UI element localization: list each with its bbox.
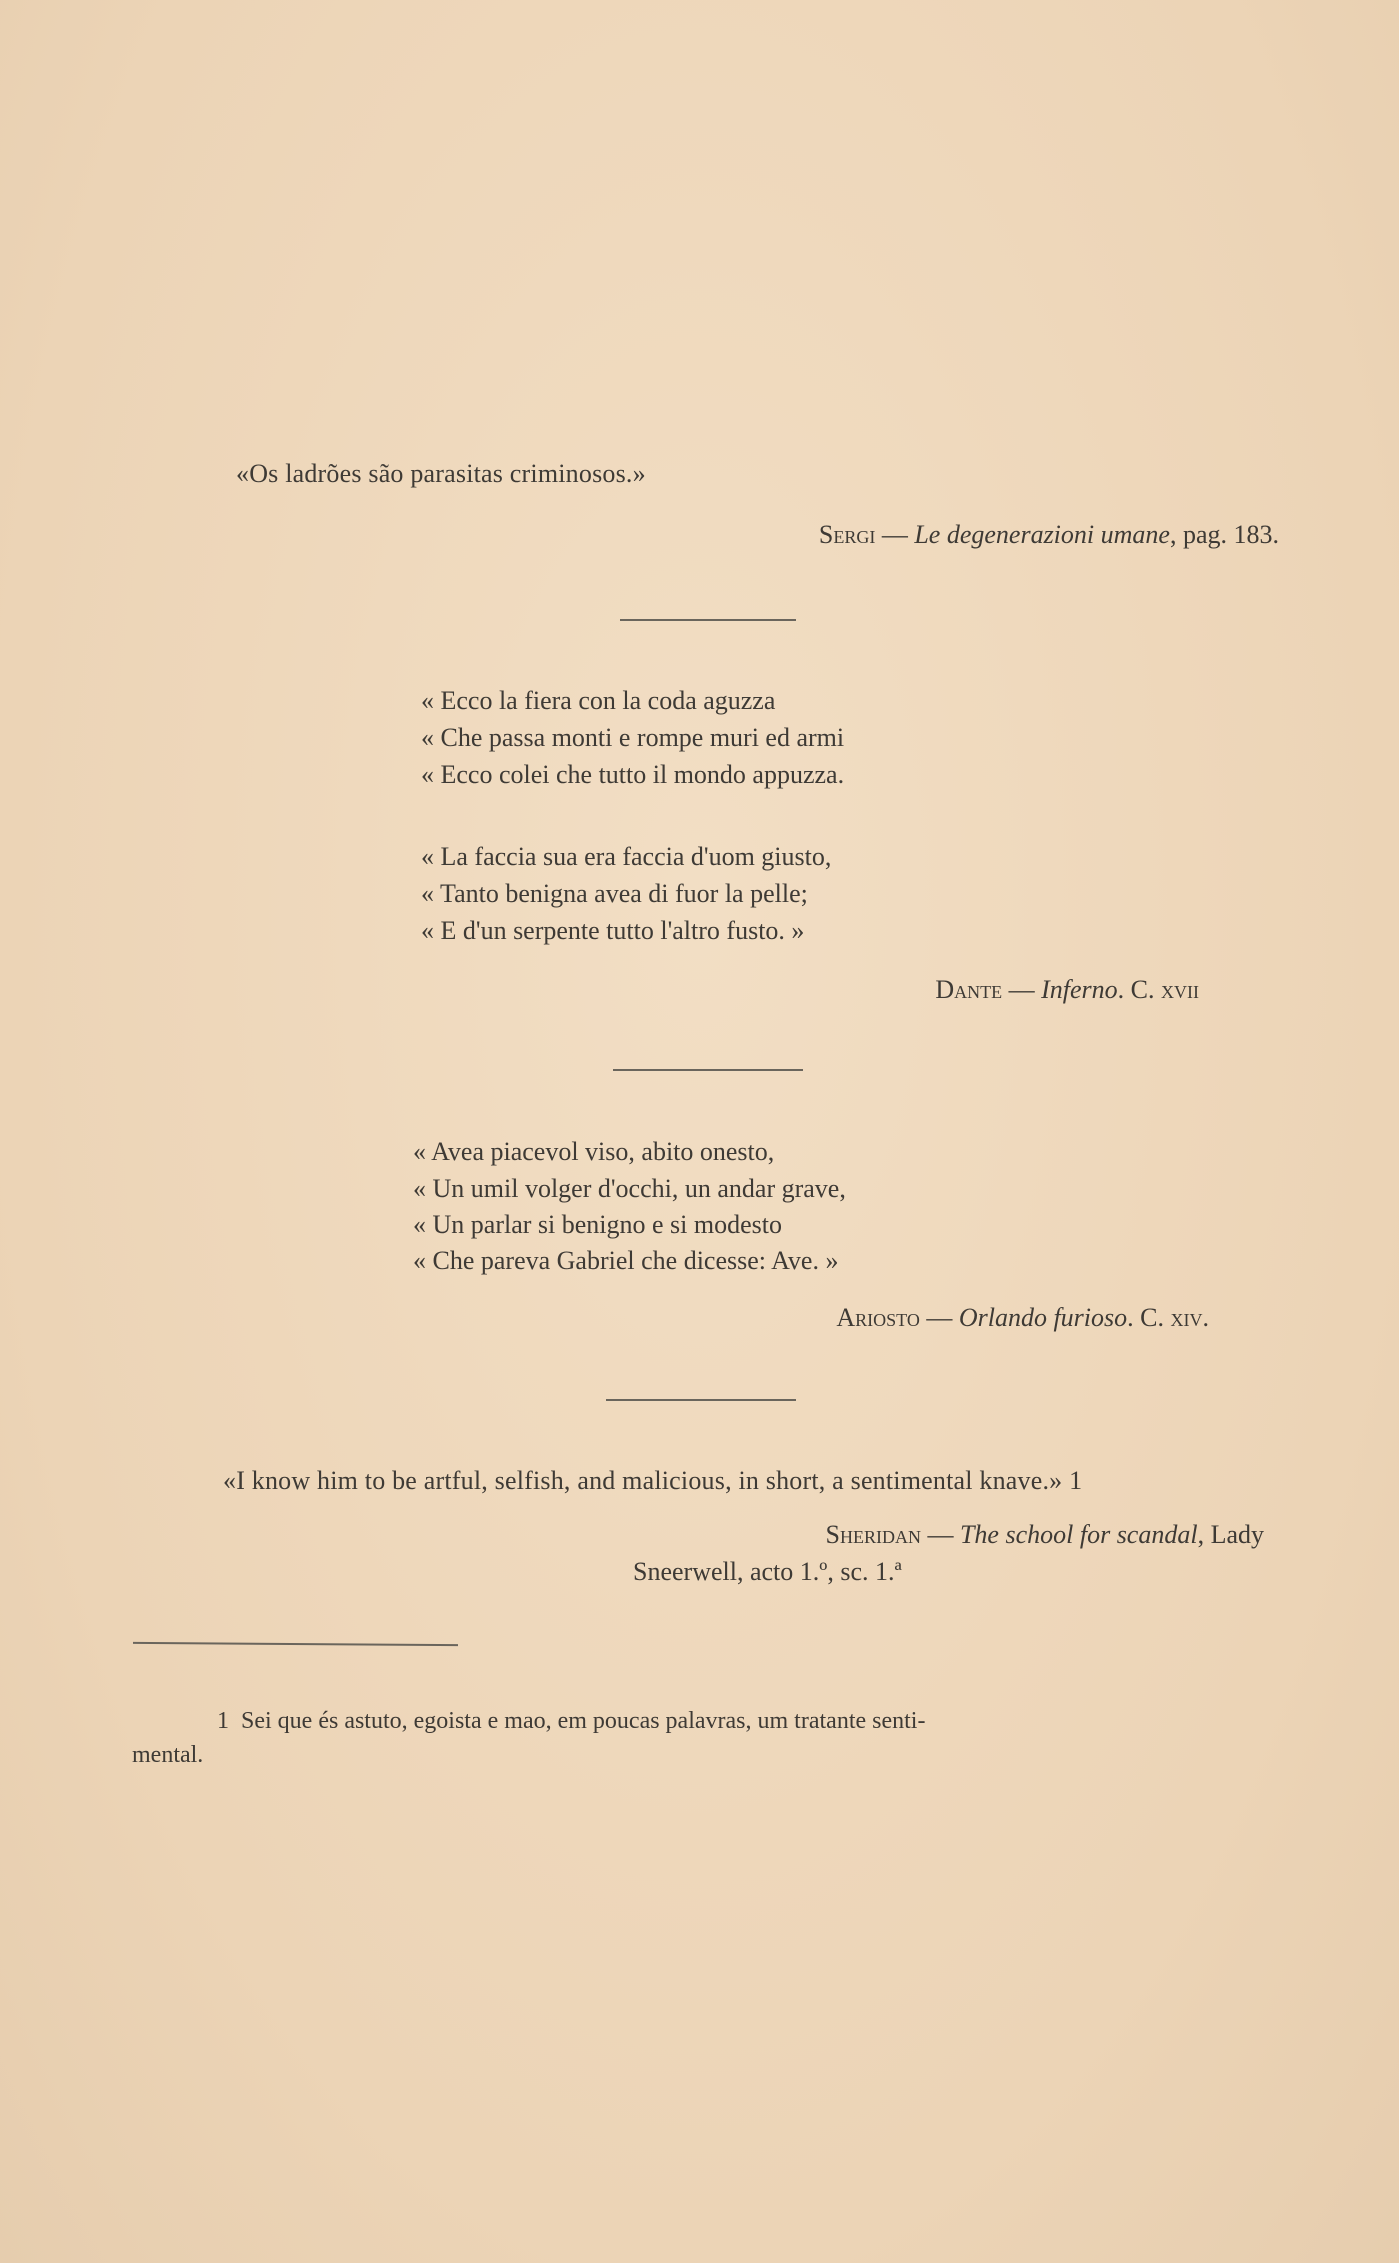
citation-ariosto — [836, 1303, 1209, 1333]
epigraph-sheridan-quote: «I know him to be artful, selfish, and malicious, in short, a sentimental knave.» 1 — [223, 1466, 1083, 1495]
citation-author: Sergi — [818, 520, 876, 549]
verse-line: « Avea piacevol viso, abito onesto, — [413, 1137, 775, 1166]
verse-line: « Ecco la fiera con la coda aguzza — [421, 686, 776, 715]
epigraph-sergi-quote: «Os ladrões são parasitas criminosos.» — [236, 459, 646, 488]
verse-line: « Un parlar si benigno e si modesto — [413, 1210, 782, 1239]
citation-separator: — — [1002, 975, 1042, 1004]
verse-line: « Che pareva Gabriel che dicesse: Ave. » — [413, 1246, 839, 1275]
citation-work: Le degenerazioni umane — [914, 520, 1170, 549]
section-divider — [613, 1069, 803, 1071]
verse-line: « E d'un serpente tutto l'altro fusto. » — [421, 916, 805, 945]
citation-sheridan — [826, 1520, 1264, 1550]
section-divider — [606, 1399, 796, 1401]
citation-dante — [935, 975, 1199, 1005]
footnote — [217, 1708, 925, 1735]
citation-author: Ariosto — [836, 1303, 920, 1332]
verse-line: « Che passa monti e rompe muri ed armi — [421, 723, 845, 752]
footnote-marker: 1 — [217, 1708, 229, 1734]
citation-separator: — — [919, 1303, 959, 1332]
footnote-continuation: mental. — [132, 1742, 204, 1768]
verse-line: « Un umil volger d'occhi, un andar grave, — [413, 1174, 846, 1203]
verse-line: « Tanto benigna avea di fuor la pelle; — [421, 879, 808, 908]
citation-work: The school for scandal — [959, 1520, 1198, 1549]
citation-work: Orlando furioso — [958, 1303, 1128, 1332]
verse-line: « La faccia sua era faccia d'uom giusto, — [421, 842, 832, 871]
citation-author: Sheridan — [825, 1520, 921, 1549]
citation-rest: , pag. 183. — [1169, 520, 1279, 549]
citation-sheridan-line2: Sneerwell, acto 1.º, sc. 1.ª — [633, 1557, 902, 1586]
citation-author: Dante — [935, 975, 1003, 1004]
citation-rest: . C. xvii — [1117, 975, 1199, 1004]
citation-rest: . C. xiv. — [1127, 1303, 1209, 1332]
verse-line: « Ecco colei che tutto il mondo appuzza. — [421, 760, 845, 789]
footnote-divider — [133, 1642, 458, 1646]
citation-sergi — [819, 520, 1279, 550]
citation-work: Inferno — [1041, 975, 1118, 1004]
citation-rest: , Lady — [1197, 1520, 1264, 1549]
citation-separator: — — [920, 1520, 960, 1549]
section-divider — [620, 619, 796, 621]
footnote-text: Sei que és astuto, egoista e mao, em poucas palavras, um tratante senti- — [241, 1708, 926, 1734]
citation-separator: — — [875, 520, 915, 549]
